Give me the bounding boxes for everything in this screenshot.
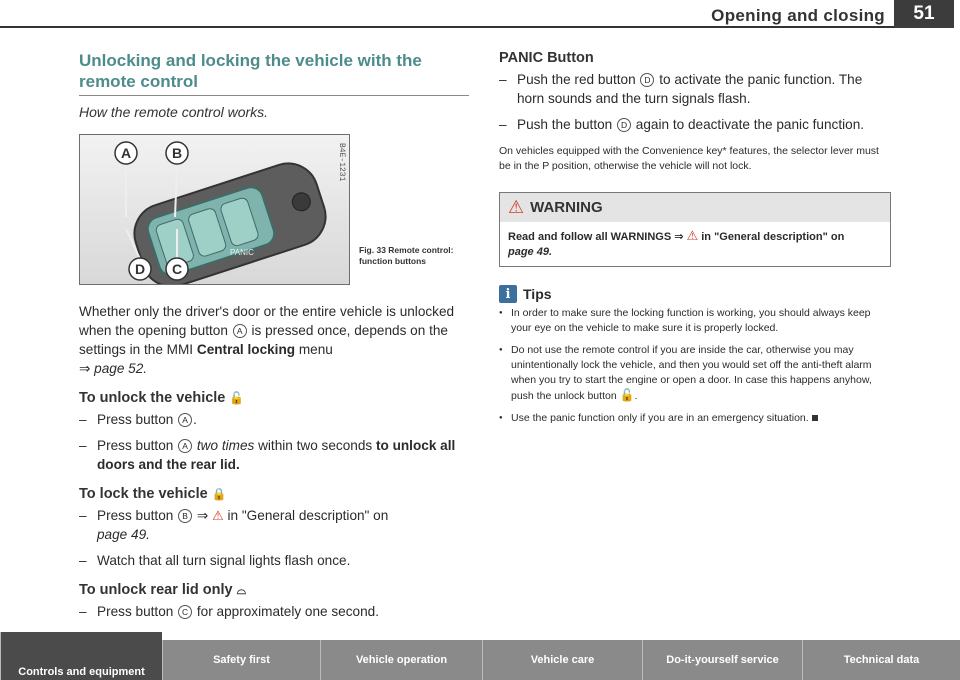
tip-3: ● Use the panic function only if you are in an emergency situation. — [499, 411, 891, 426]
page-ref-49[interactable]: page 49. — [97, 527, 150, 542]
unlock-heading: To unlock the vehicle 🔓 — [79, 390, 245, 406]
footer-tab-controls[interactable]: Controls and equipment — [0, 632, 162, 680]
section-title: Opening and closing — [711, 6, 885, 25]
convenience-note: On vehicles equipped with the Convenience key* features, the selector lever must be in the P position, otherwise the vehicle will not lock. — [499, 145, 879, 172]
panic-heading: PANIC Button — [499, 50, 594, 66]
intro-paragraph: Whether only the driver's door or the entire vehicle is unlocked when the opening button A is pressed once, depends on the settings in the MMI Central locking menu ⇒ page 52. — [79, 304, 455, 376]
rear-lid-icon: ⌓ — [236, 583, 247, 597]
warning-box — [499, 192, 891, 267]
header-rule — [0, 26, 918, 28]
unlock-icon: 🔓 — [229, 391, 245, 405]
rearlid-bullet: – Press button C for approximately one second. — [79, 602, 469, 621]
unlock-bullet-2: – Press button A two times within two seconds to unlock all doors and the rear lid. — [79, 436, 469, 474]
rearlid-heading: To unlock rear lid only ⌓ — [79, 582, 247, 598]
warning-triangle-icon: ⚠ — [212, 508, 224, 523]
tip-2: ● Do not use the remote control if you are inside the car, otherwise you may unintentionally lock the vehicle, and then you would set off the anti-theft alarm when you try to start the engine or open a door. In case this happens anyhow, push the unlock button 🔓. — [499, 343, 891, 404]
svg-text:D: D — [135, 261, 146, 277]
intro-text: How the remote control works. — [79, 104, 269, 120]
button-a-ref: A — [233, 324, 247, 338]
warning-header: ⚠ WARNING — [500, 193, 890, 222]
footer-tab-technical-data[interactable]: Technical data — [802, 640, 960, 680]
warning-triangle-icon: ⚠ — [686, 228, 699, 243]
page-ref-52[interactable]: ⇒ page 52. — [79, 361, 148, 376]
warning-triangle-icon: ⚠ — [508, 197, 525, 217]
warning-text: Read and follow all WARNINGS ⇒ ⚠ in "General description" on page 49. — [508, 228, 845, 258]
remote-control-illustration — [79, 134, 350, 285]
unlock-bullet-1: – Press button A . — [79, 410, 469, 429]
lock-bullet-1: – Press button B ⇒ ⚠ in "General description" on page 49. — [79, 506, 469, 544]
svg-text:A: A — [121, 145, 132, 161]
right-column — [499, 50, 891, 433]
lock-bullet-2: – Watch that all turn signal lights flash once. — [79, 551, 469, 570]
lock-icon: 🔒 — [211, 487, 227, 501]
info-icon: i — [499, 285, 517, 303]
footer-tab-safety[interactable]: Safety first — [162, 640, 320, 680]
lock-heading: To lock the vehicle 🔒 — [79, 486, 227, 502]
remote-key-svg — [80, 135, 349, 284]
figure-caption: Fig. 33 Remote control: function buttons — [359, 245, 454, 266]
panic-label: PANIC — [230, 248, 254, 257]
left-column — [79, 50, 469, 628]
figure-code: B4E-1231 — [337, 143, 346, 182]
panic-bullet-1: – Push the red button D to activate the panic function. The horn sounds and the turn signals flash. — [499, 70, 891, 108]
svg-text:B: B — [172, 145, 183, 161]
footer-nav — [0, 640, 960, 680]
footer-tab-vehicle-operation[interactable]: Vehicle operation — [320, 640, 482, 680]
panic-bullet-2: – Push the button D again to deactivate the panic function. — [499, 115, 891, 134]
section-heading: Unlocking and locking the vehicle with the remote control — [79, 50, 469, 96]
tips-header: i Tips — [499, 285, 891, 303]
unlock-icon: 🔓 — [619, 388, 635, 402]
page-ref-49[interactable]: page 49. — [508, 246, 553, 258]
page-number: 51 — [894, 0, 954, 28]
end-mark — [812, 415, 818, 421]
tip-1: ● In order to make sure the locking function is working, you should always keep your eye on the vehicle to make sure it is properly locked. — [499, 306, 891, 336]
svg-text:C: C — [172, 261, 183, 277]
figure-33 — [79, 134, 469, 286]
footer-tab-diy-service[interactable]: Do-it-yourself service — [642, 640, 802, 680]
footer-tab-vehicle-care[interactable]: Vehicle care — [482, 640, 642, 680]
